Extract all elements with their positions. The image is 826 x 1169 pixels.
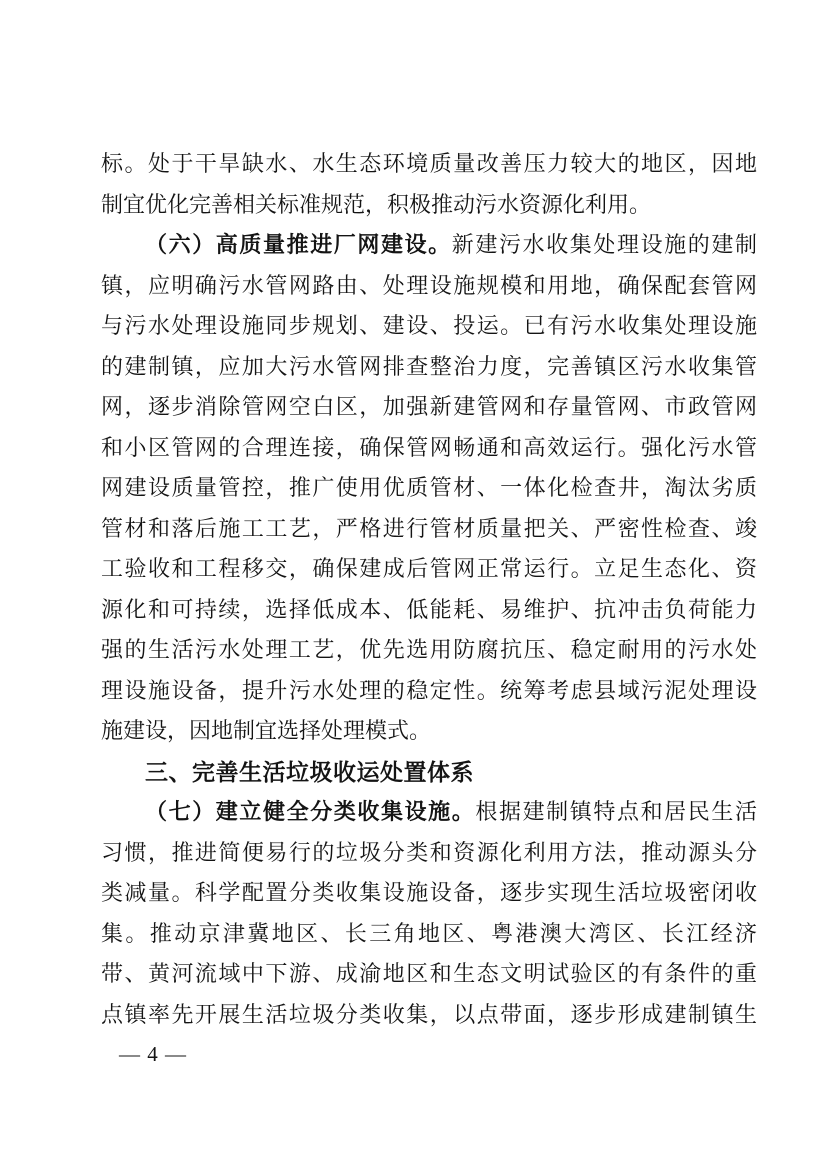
body-text: 工验收和工程移交，确保建成后管网正常运行。立足生态化、资 [101,556,757,581]
body-text: 新建污水收集处理设施的建制 [451,232,757,257]
para-item-7-line [101,954,757,995]
para-item-6-line [101,711,757,752]
body-text: 与污水处理设施同步规划、建设、投运。已有污水收集处理设施 [101,313,757,338]
body-text: 和小区管网的合理连接，确保管网畅通和高效运行。强化污水管 [101,434,757,460]
body-text: 根据建制镇特点和居民生活 [475,799,757,824]
para-item-6-line [101,590,757,631]
body-text: 管材和落后施工工艺，严格进行管材质量把关、严密性检查、竣 [101,515,757,541]
body-text: 制宜优化完善相关标准规范，积极推动污水资源化利用。 [101,191,652,217]
para-item-7-line [101,914,757,955]
para-item-6-line [101,306,757,347]
body-text: 施建设，因地制宜选择处理模式。 [101,718,432,743]
body-text: 习惯，推进简便易行的垃圾分类和资源化利用方法，推动源头分 [101,839,757,865]
body-text: 集。推动京津冀地区、长三角地区、粤港澳大湾区、长江经济 [101,920,757,946]
body-text: 网建设质量管控，推广使用优质管材、一体化检查井，淘汰劣质 [101,475,757,500]
para-item-6-line [101,671,757,712]
para-item-6-line [101,225,757,266]
body-text: 标。处于干旱缺水、水生态环境质量改善压力较大的地区，因地 [101,151,757,176]
body-text: 理设施设备，提升污水处理的稳定性。统筹考虑县域污泥处理设 [101,677,757,703]
para-item-7-line [101,833,757,874]
body-text: 的建制镇，应加大污水管网排查整治力度，完善镇区污水收集管 [101,353,757,379]
para-item-7-line [101,873,757,914]
body-text: 源化和可持续，选择低成本、低能耗、易维护、抗冲击负荷能力 [101,596,757,622]
body-text: 点镇率先开展生活垃圾分类收集，以点带面，逐步形成建制镇生 [101,1001,757,1027]
body-text: 网，逐步消除管网空白区，加强新建管网和存量管网、市政管网 [101,394,757,419]
emphasis-text: （六）高质量推进厂网建设。 [145,232,452,257]
emphasis-text: 三、完善生活垃圾收运处置体系 [145,758,474,785]
document-body [101,144,757,1035]
para-item-6-line [101,549,757,590]
para-continuation-line [101,185,757,226]
para-item-6-line [101,387,757,428]
body-text: 强的生活污水处理工艺，优先选用防腐抗压、稳定耐用的污水处 [101,637,757,662]
body-text: 镇，应明确污水管网路由、处理设施规模和用地，确保配套管网 [101,272,757,298]
para-item-6-line [101,468,757,509]
para-item-6-line [101,630,757,671]
body-text: 类减量。科学配置分类收集设施设备，逐步实现生活垃圾密闭收 [101,880,757,905]
para-item-6-line [101,509,757,550]
para-continuation-line [101,144,757,185]
heading-section-3-line [101,752,757,793]
para-item-6-line [101,428,757,469]
para-item-6-line [101,347,757,388]
para-item-7-line [101,792,757,833]
emphasis-text: （七）建立健全分类收集设施。 [145,799,476,824]
body-text: 带、黄河流域中下游、成渝地区和生态文明试验区的有条件的重 [101,961,757,986]
page-number: — 4 — [119,1042,187,1066]
para-item-6-line [101,266,757,307]
para-item-7-line [101,995,757,1036]
